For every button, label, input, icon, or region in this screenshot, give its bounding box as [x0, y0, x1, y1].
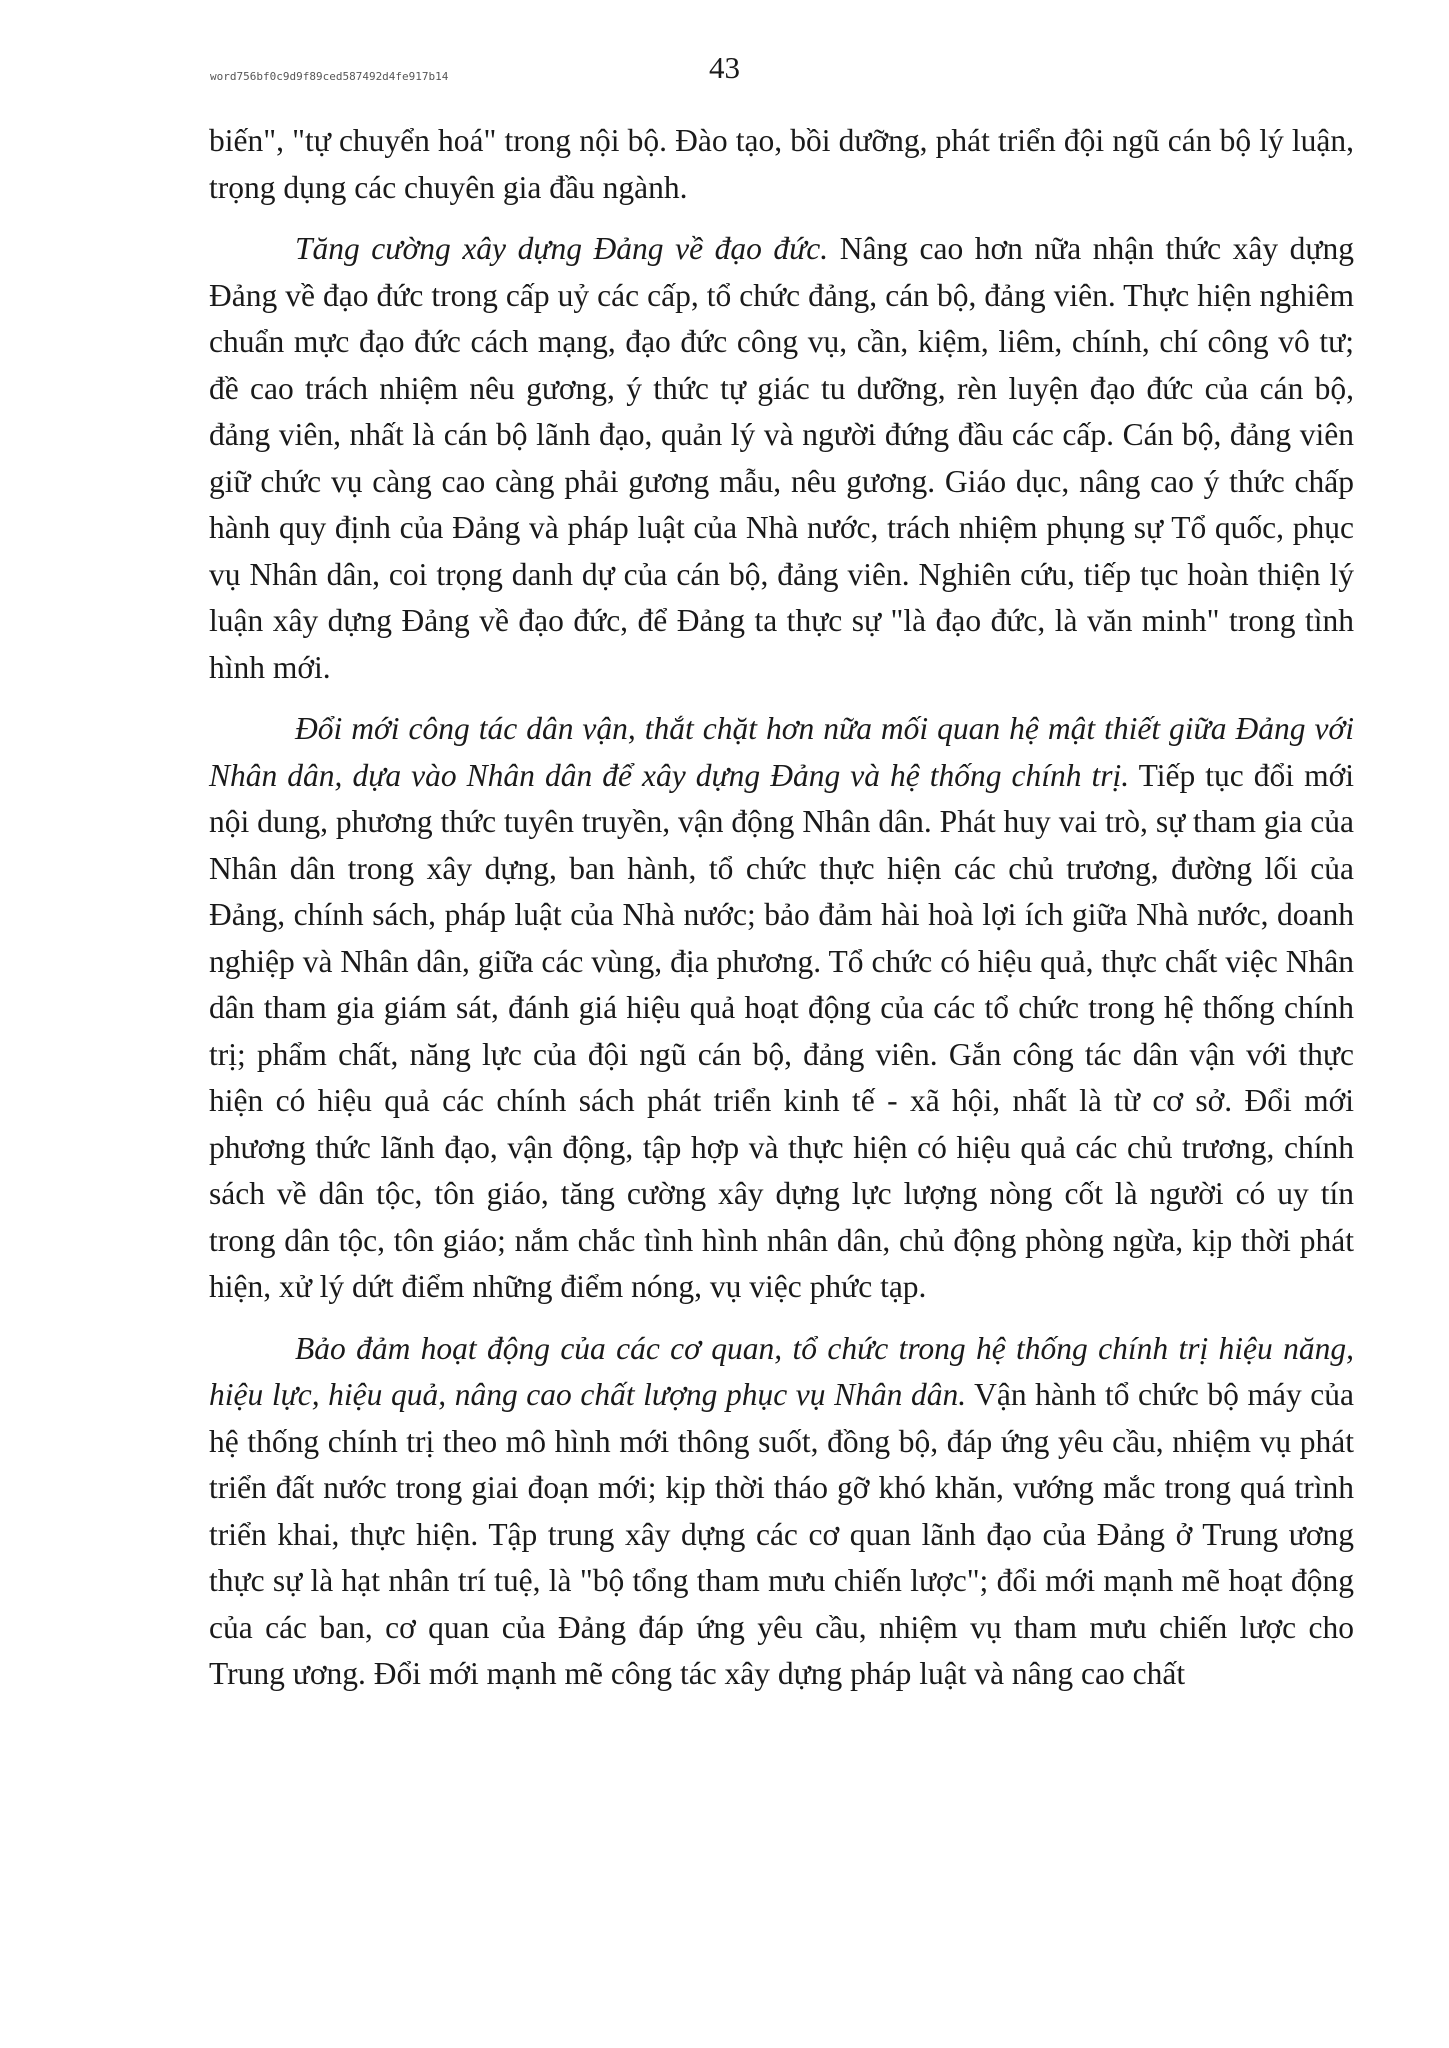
- page-number: 43: [709, 50, 740, 85]
- paragraph-mass-mobilization: [209, 706, 1354, 1311]
- paragraph-heading: Tăng cường xây dựng Đảng về đạo đức.: [295, 231, 829, 266]
- paragraph-text: Vận hành tổ chức bộ máy của hệ thống chính trị theo mô hình mới thông suốt, đồng bộ, đáp ứng yêu cầu, nhiệm vụ phát triển đất nước trong giai đoạn mới; kịp thời tháo gỡ khó khăn, vướng mắc trong quá trình triển khai, thực hiện. Tập trung xây dựng các cơ quan lãnh đạo của Đảng ở Trung ương thực sự là hạt nhân trí tuệ, là "bộ tổng tham mưu chiến lược"; đổi mới mạnh mẽ hoạt động của các ban, cơ quan của Đảng đáp ứng yêu cầu, nhiệm vụ tham mưu chiến lược cho Trung ương. Đổi mới mạnh mẽ công tác xây dựng pháp luật và nâng cao chất: [209, 1377, 1355, 1691]
- paragraph-political-system: [209, 1326, 1354, 1698]
- paragraph-text: Nâng cao hơn nữa nhận thức xây dựng Đảng về đạo đức trong cấp uỷ các cấp, tổ chức đảng, cán bộ, đảng viên. Thực hiện nghiêm chuẩn mực đạo đức cách mạng, đạo đức công vụ, cần, kiệm, liêm, chính, chí công vô tư; đề cao trách nhiệm nêu gương, ý thức tự giác tu dưỡng, rèn luyện đạo đức của cán bộ, đảng viên, nhất là cán bộ lãnh đạo, quản lý và người đứng đầu các cấp. Cán bộ, đảng viên giữ chức vụ càng cao càng phải gương mẫu, nêu gương. Giáo dục, nâng cao ý thức chấp hành quy định của Đảng và pháp luật của Nhà nước, trách nhiệm phụng sự Tổ quốc, phục vụ Nhân dân, coi trọng danh dự của cán bộ, đảng viên. Nghiên cứu, tiếp tục hoàn thiện lý luận xây dựng Đảng về đạo đức, để Đảng ta thực sự "là đạo đức, là văn minh" trong tình hình mới.: [209, 231, 1354, 685]
- paragraph-text: biến", "tự chuyển hoá" trong nội bộ. Đào tạo, bồi dưỡng, phát triển đội ngũ cán bộ lý luận, trọng dụng các chuyên gia đầu ngành.: [209, 123, 1354, 205]
- paragraph-heading: Bảo đảm hoạt động của các cơ quan, tổ chức trong hệ thống chính trị hiệu năng, hiệu lực, hiệu quả, nâng cao chất lượng phục vụ Nhân dân.: [209, 1330, 1354, 1412]
- paragraph-heading: Đổi mới công tác dân vận, thắt chặt hơn nữa mối quan hệ mật thiết giữa Đảng với Nhân dân, dựa vào Nhân dân để xây dựng Đảng và hệ thống chính trị.: [209, 711, 1354, 793]
- document-id: word756bf0c9d9f89ced587492d4fe917b14: [210, 70, 449, 83]
- document-body: [209, 118, 1354, 1713]
- paragraph-party-ethics: [209, 226, 1354, 691]
- paragraph-text: Tiếp tục đổi mới nội dung, phương thức tuyên truyền, vận động Nhân dân. Phát huy vai trò, sự tham gia của Nhân dân trong xây dựng, ban hành, tổ chức thực hiện các chủ trương, đường lối của Đảng, chính sách, pháp luật của Nhà nước; bảo đảm hài hoà lợi ích giữa Nhà nước, doanh nghiệp và Nhân dân, giữa các vùng, địa phương. Tổ chức có hiệu quả, thực chất việc Nhân dân tham gia giám sát, đánh giá hiệu quả hoạt động của các tổ chức trong hệ thống chính trị; phẩm chất, năng lực của đội ngũ cán bộ, đảng viên. Gắn công tác dân vận với thực hiện có hiệu quả các chính sách phát triển kinh tế - xã hội, nhất là từ cơ sở. Đổi mới phương thức lãnh đạo, vận động, tập hợp và thực hiện có hiệu quả các chủ trương, chính sách về dân tộc, tôn giáo, tăng cường xây dựng lực lượng nòng cốt là người có uy tín trong dân tộc, tôn giáo; nắm chắc tình hình nhân dân, chủ động phòng ngừa, kịp thời phát hiện, xử lý dứt điểm những điểm nóng, vụ việc phức tạp.: [209, 757, 1354, 1304]
- paragraph-continuation: [209, 118, 1354, 211]
